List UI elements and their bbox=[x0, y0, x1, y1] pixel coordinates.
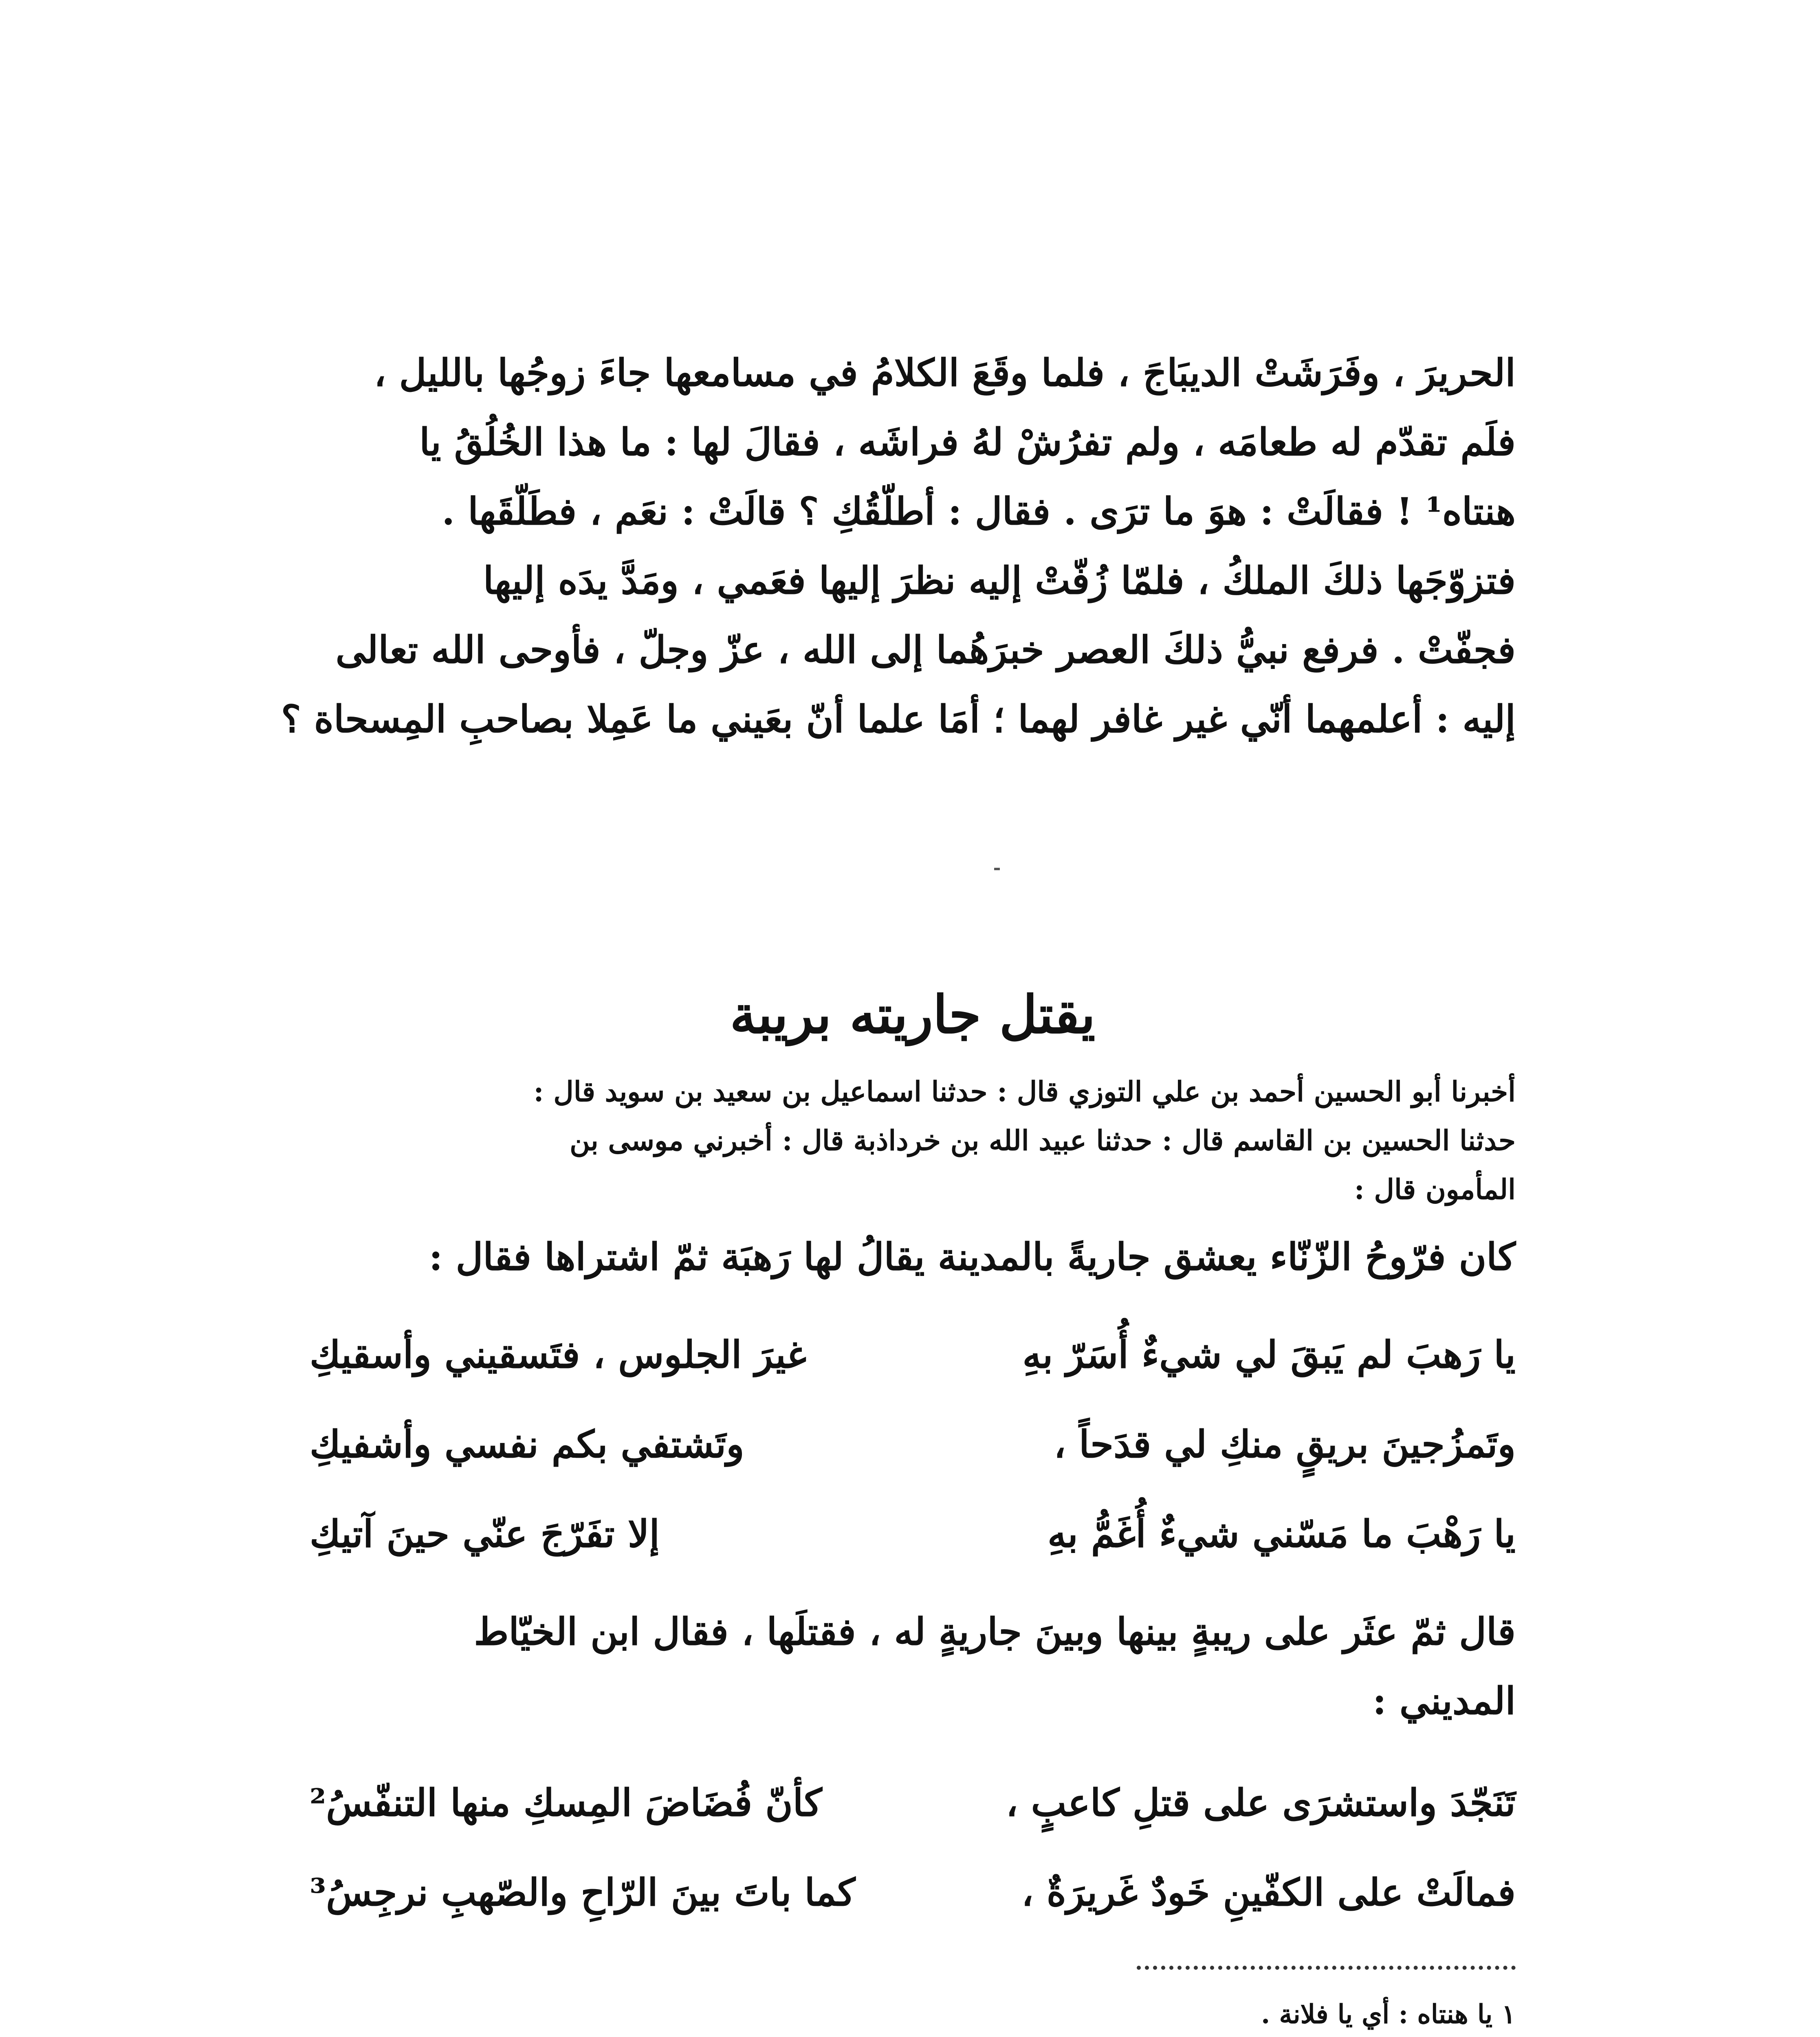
text-line: الحريرَ ، وفَرَشَتْ الديبَاجَ ، فلما وقَعَ الكلامُ في مسامعها جاءَ زوجُها بالليل ، bbox=[374, 351, 1516, 395]
text-line: المديني : bbox=[1372, 1679, 1516, 1723]
footnotes bbox=[310, 1988, 1516, 2037]
isnad-line: حدثنا الحسين بن القاسم قال : حدثنا عبيد الله بن خرداذبة قال : أخبرني موسى بن bbox=[570, 1124, 1516, 1157]
text-line: فتزوّجَها ذلكَ الملكُ ، فلمّا زُفّتْ إليه نظرَ إليها فعَمي ، ومَدَّ يدَه إليها bbox=[483, 559, 1516, 603]
separator-dot bbox=[994, 868, 1000, 870]
paragraph-text bbox=[281, 338, 1516, 754]
verse-second-hemistich: كما باتَ بينَ الرّاحِ والصّهبِ نرجِسُ³ bbox=[310, 1870, 856, 1914]
footnote: ١ يا هنتاه : أي يا فلانة . bbox=[1261, 1999, 1516, 2030]
poem-verse bbox=[310, 1320, 1516, 1389]
narrative-paragraph bbox=[310, 1597, 1516, 1736]
isnad-line: المأمون قال : bbox=[1354, 1173, 1516, 1206]
paragraph-text bbox=[310, 1597, 1516, 1736]
verse-first-hemistich: فمالَتْ على الكفّينِ خَودٌ غَريرَةٌ ، bbox=[1021, 1870, 1516, 1914]
footnote-separator bbox=[1137, 1966, 1516, 1970]
verse-first-hemistich: تَنَجّدَ واستشرَى على قتلِ كاعبٍ ، bbox=[1006, 1781, 1516, 1825]
poem-verse bbox=[310, 1858, 1516, 1927]
continuation-paragraph bbox=[281, 338, 1516, 754]
text-line: كان فرّوحُ الزّنّاء يعشق جاريةً بالمدينة يقالُ لها رَهبَة ثمّ اشتراها فقال : bbox=[429, 1235, 1516, 1279]
verse-second-hemistich: غيرَ الجلوس ، فتَسقيني وأسقيكِ bbox=[310, 1333, 807, 1377]
verse-second-hemistich: إلا تفَرّجَ عنّي حينَ آتيكِ bbox=[310, 1512, 660, 1556]
section-title: يقتل جاريته بريبة bbox=[730, 984, 1096, 1046]
text-line: هنتاه¹ ! فقالَتْ : هوَ ما ترَى . فقال : أطلّقُكِ ؟ قالَتْ : نعَم ، فطَلّقَها . bbox=[442, 489, 1516, 533]
isnad-chain bbox=[310, 1067, 1516, 1214]
verse-second-hemistich: وتَشتفي بكم نفسي وأشفيكِ bbox=[310, 1422, 744, 1466]
verse-second-hemistich: كأنّ فُضَاضَ المِسكِ منها التنفّسُ² bbox=[310, 1781, 822, 1825]
isnad-line: أخبرنا أبو الحسين أحمد بن علي التوزي قال : حدثنا اسماعيل بن سعيد بن سويد قال : bbox=[533, 1076, 1516, 1108]
poem-verse bbox=[310, 1410, 1516, 1479]
text-line: إليه : أعلمهما أنّي غير غافر لهما ؛ أمَا علما أنّ بعَيني ما عَمِلا بصاحبِ المِسحاة ؟ bbox=[281, 697, 1516, 741]
text-line: فجفّتْ . فرفع نبيُّ ذلكَ العصر خبرَهُما إلى الله ، عزّ وجلّ ، فأوحى الله تعالى bbox=[335, 628, 1516, 672]
verse-first-hemistich: وتَمزُجينَ بريقٍ منكِ لي قدَحاً ، bbox=[1054, 1422, 1516, 1466]
intro-paragraph bbox=[310, 1222, 1516, 1291]
poem-verse bbox=[310, 1768, 1516, 1837]
verse-first-hemistich: يا رَهْبَ ما مَسّني شيءٌ أُغَمُّ بهِ bbox=[1047, 1512, 1516, 1556]
paragraph-text bbox=[310, 1222, 1516, 1291]
verse-first-hemistich: يا رَهبَ لم يَبقَ لي شيءٌ أُسَرّ بهِ bbox=[1022, 1333, 1516, 1377]
text-line: فلَم تقدّم له طعامَه ، ولم تفرُشْ لهُ فراشَه ، فقالَ لها : ما هذا الخُلُقُ يا bbox=[419, 420, 1516, 464]
text-line: قال ثمّ عثَر على ريبةٍ بينها وبينَ جاريةٍ له ، فقتلَها ، فقال ابن الخيّاط bbox=[474, 1610, 1516, 1654]
poem-verse bbox=[310, 1499, 1516, 1568]
